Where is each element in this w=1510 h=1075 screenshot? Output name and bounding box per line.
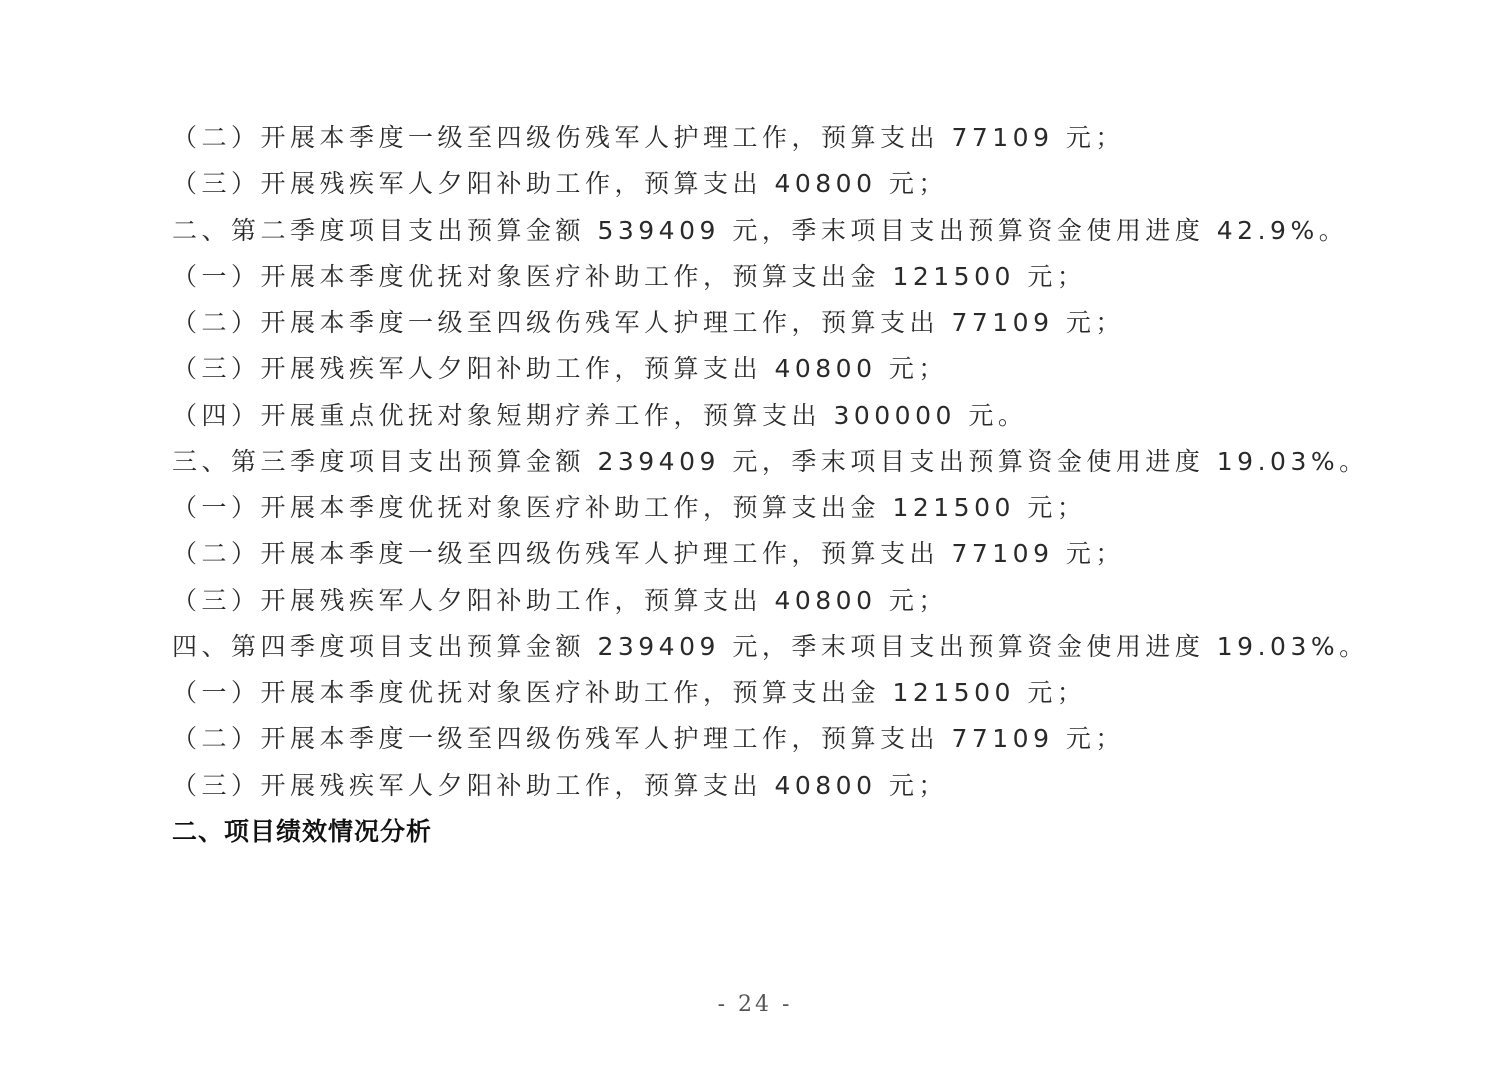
- text-line: （一）开展本季度优抚对象医疗补助工作，预算支出金 121500 元；: [172, 493, 1087, 522]
- text-line: （三）开展残疾军人夕阳补助工作，预算支出 40800 元；: [172, 586, 948, 615]
- text-line: （一）开展本季度优抚对象医疗补助工作，预算支出金 121500 元；: [172, 262, 1087, 291]
- text-line: （三）开展残疾军人夕阳补助工作，预算支出 40800 元；: [172, 169, 948, 198]
- text-line: 三、第三季度项目支出预算金额 239409 元，季末项目支出预算资金使用进度 19.03%。: [172, 447, 1369, 476]
- text-line: （二）开展本季度一级至四级伤残军人护理工作，预算支出 77109 元；: [172, 308, 1125, 337]
- page-number: - 24 -: [717, 992, 793, 1017]
- text-line: 四、第四季度项目支出预算金额 239409 元，季末项目支出预算资金使用进度 19.03%。: [172, 632, 1369, 661]
- text-line: （二）开展本季度一级至四级伤残军人护理工作，预算支出 77109 元；: [172, 539, 1125, 568]
- text-line: （三）开展残疾军人夕阳补助工作，预算支出 40800 元；: [172, 771, 948, 800]
- section-heading: 二、项目绩效情况分析: [172, 817, 433, 846]
- text-line: （二）开展本季度一级至四级伤残军人护理工作，预算支出 77109 元；: [172, 724, 1125, 753]
- text-line: （一）开展本季度优抚对象医疗补助工作，预算支出金 121500 元；: [172, 678, 1087, 707]
- text-line: （三）开展残疾军人夕阳补助工作，预算支出 40800 元；: [172, 354, 948, 383]
- text-line: 二、第二季度项目支出预算金额 539409 元，季末项目支出预算资金使用进度 42.9%。: [172, 216, 1349, 245]
- text-line: （二）开展本季度一级至四级伤残军人护理工作，预算支出 77109 元；: [172, 123, 1125, 152]
- text-line: （四）开展重点优抚对象短期疗养工作，预算支出 300000 元。: [172, 401, 1028, 430]
